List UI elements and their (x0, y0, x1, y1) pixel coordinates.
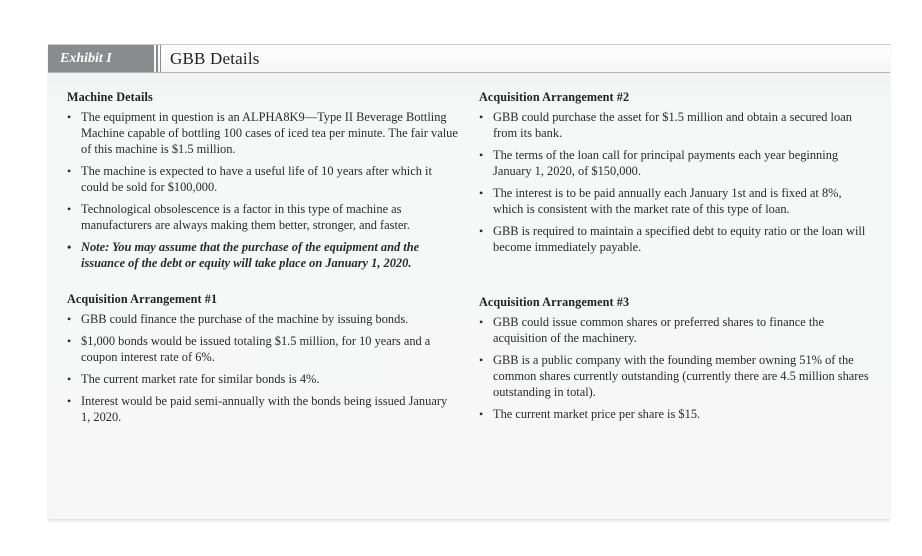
arrangement-3-list (479, 314, 874, 422)
arrangement-3-heading: Acquisition Arrangement #3 (479, 295, 630, 309)
left-column (67, 89, 459, 431)
arrangement-2-heading: Acquisition Arrangement #2 (479, 90, 630, 104)
list-item: • GBB could issue common shares or preferred shares to finance the acquisition of the machinery. (479, 314, 874, 346)
list-item: • The terms of the loan call for principal payments each year beginning January 1, 2020, of $150,000. (479, 147, 874, 179)
list-item: • GBB could purchase the asset for $1.5 million and obtain a secured loan from its bank. (479, 109, 874, 141)
exhibit-panel (48, 44, 890, 519)
list-item: • The interest is to be paid annually each January 1st and is fixed at 8%, which is consistent with the market rate of this type of loan. (479, 185, 874, 217)
list-item: • GBB is a public company with the founding member owning 51% of the common shares currently outstanding (currently there are 4.5 million shares outstanding in total). (479, 352, 874, 400)
right-column (479, 89, 874, 428)
tag-divider-thin (160, 45, 161, 72)
list-item: • Interest would be paid semi-annually with the bonds being issued January 1, 2020. (67, 393, 459, 425)
exhibit-title: GBB Details (170, 49, 260, 68)
arrangement-2-list (479, 109, 874, 255)
list-item: • $1,000 bonds would be issued totaling $1.5 million, for 10 years and a coupon interest rate of 6%. (67, 333, 459, 365)
list-item: • GBB is required to maintain a specified debt to equity ratio or the loan will become immediately payable. (479, 223, 874, 255)
exhibit-tag: Exhibit I (48, 45, 154, 72)
list-item: • Technological obsolescence is a factor in this type of machine as manufacturers are always making them better, stronger, and faster. (67, 201, 459, 233)
list-item: • The current market rate for similar bonds is 4%. (67, 371, 459, 387)
machine-details-list (67, 109, 459, 271)
arrangement-1-heading: Acquisition Arrangement #1 (67, 292, 218, 306)
list-item: • The equipment in question is an ALPHA8K9—Type II Beverage Bottling Machine capable of bottling 100 cases of iced tea per minute. The fair value of this machine is $1.5 million. (67, 109, 459, 157)
list-item: • GBB could finance the purchase of the machine by issuing bonds. (67, 311, 459, 327)
list-item: • The machine is expected to have a useful life of 10 years after which it could be sold for $100,000. (67, 163, 459, 195)
tag-divider (156, 45, 158, 72)
note-item: • Note: You may assume that the purchase of the equipment and the issuance of the debt or equity will take place on January 1, 2020. (67, 239, 459, 271)
exhibit-title-bar (48, 45, 890, 73)
arrangement-1-list (67, 311, 459, 425)
machine-details-heading: Machine Details (67, 90, 153, 104)
list-item: • The current market price per share is $15. (479, 406, 874, 422)
